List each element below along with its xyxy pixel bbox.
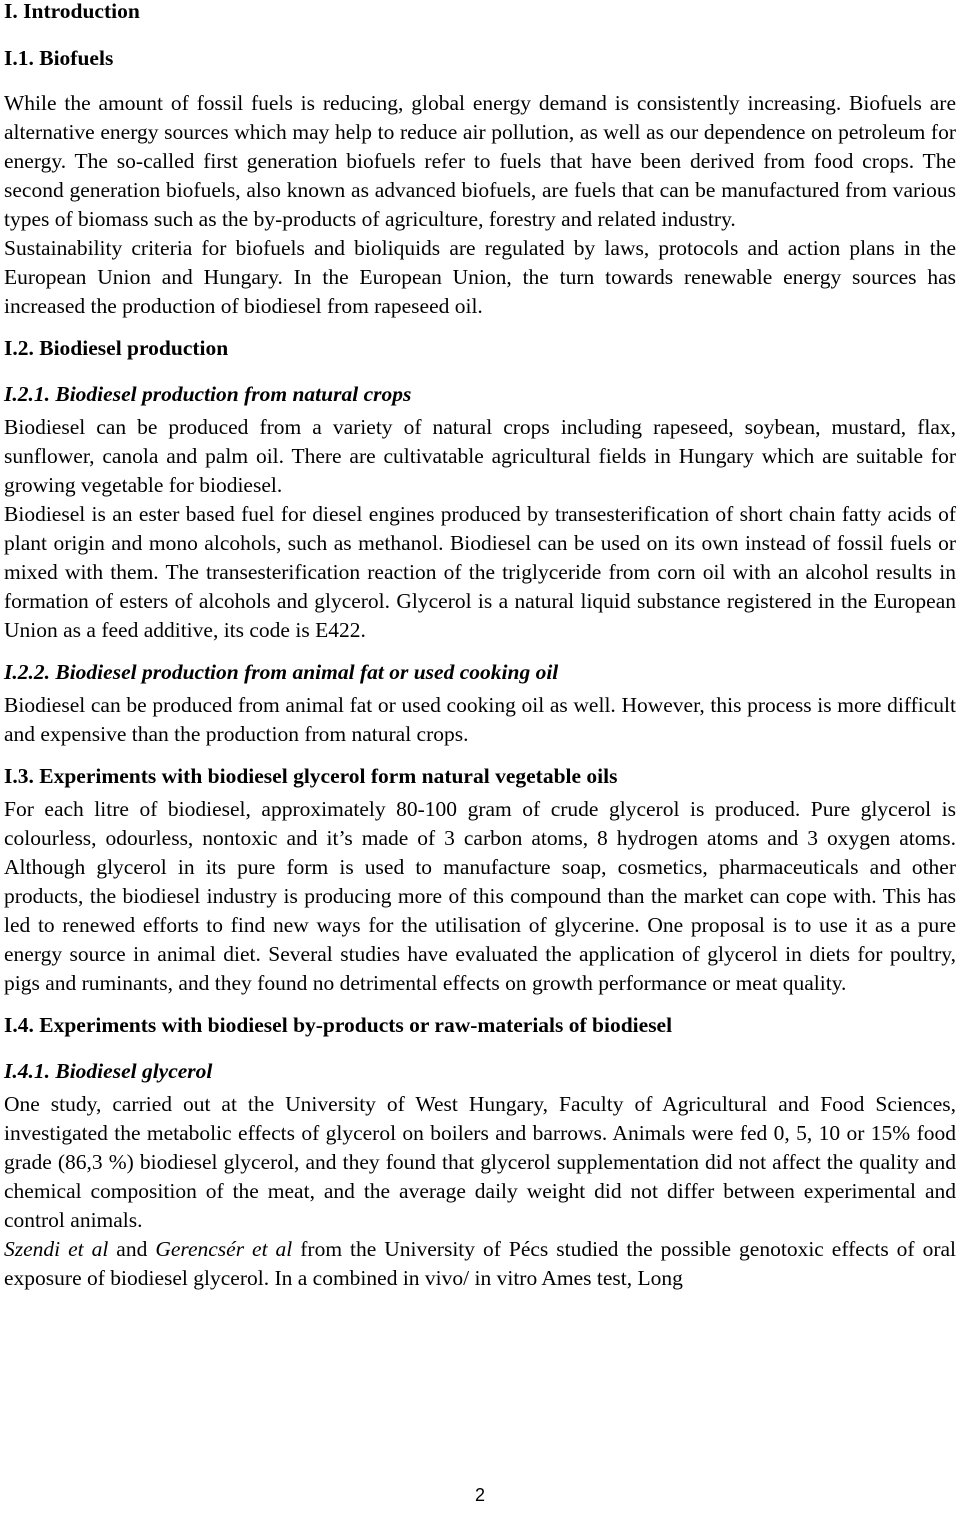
paragraph-natural-crops-2: Biodiesel is an ester based fuel for diesel engines produced by transesterification of short chain fatty acids of plant origin and mono alcohols, such as methanol. Biodiesel can be used on its own instead of fossil fuels or mixed with them. The transesterification reaction of the triglyceride from corn oil with an alcohol results in formation of esters of alcohols and glycerol. Glycerol is a natural liquid substance registered in the European Union as a feed additive, its code is E422. (4, 502, 956, 642)
heading-introduction: I. Introduction (4, 0, 140, 23)
paragraph-biofuels-2: Sustainability criteria for biofuels and bioliquids are regulated by laws, protocols and action plans in the European Union and Hungary. In the European Union, the turn towards renewable energy sources has increased the production of biodiesel from rapeseed oil. (4, 236, 956, 318)
document-page (4, 0, 956, 1293)
heading-byproducts: I.4. Experiments with biodiesel by-products or raw-materials of biodiesel (4, 1013, 673, 1037)
heading-natural-crops: I.2.1. Biodiesel production from natural crops (4, 382, 412, 406)
paragraph-natural-crops-1: Biodiesel can be produced from a variety of natural crops including rapeseed, soybean, mustard, flax, sunflower, canola and palm oil. There are cultivatable agricultural fields in Hungary which are suitable for growing vegetable for biodiesel. (4, 415, 956, 497)
citation-author-1: Szendi et al (4, 1237, 109, 1261)
heading-biodiesel-glycerol: I.4.1. Biodiesel glycerol (4, 1059, 213, 1083)
paragraph-glycerol-experiments: For each litre of biodiesel, approximately 80-100 gram of crude glycerol is produced. Pure glycerol is colourless, odourless, nontoxic and it’s made of 3 carbon atoms, 8 hydrogen atoms and 3 oxygen atoms. Although glycerol in its pure form is used to manufacture soap, cosmetics, pharmaceuticals and other products, the biodiesel industry is producing more of this compound than the market can cope with. This has led to renewed efforts to find new ways for the utilisation of glycerine. One proposal is to use it as a pure energy source in animal diet. Several studies have evaluated the application of glycerol in diets for poultry, pigs and ruminants, and they found no detrimental effects on growth performance or meat quality. (4, 797, 956, 995)
paragraph-biofuels-1: While the amount of fossil fuels is reducing, global energy demand is consistently increasing. Biofuels are alternative energy sources which may help to reduce air pollution, as well as our dependence on petroleum for energy. The so-called first generation biofuels refer to fuels that have been derived from food crops. The second generation biofuels, also known as advanced biofuels, are fuels that can be manufactured from various types of biomass such as the by-products of agriculture, forestry and related industry. (4, 91, 956, 231)
paragraph-continuation: from the University of Pécs studied the possible genotoxic effects of oral exposure of biodiesel glycerol. In a combined in vivo/ in vitro Ames test, Long (4, 1237, 956, 1290)
heading-glycerol-experiments: I.3. Experiments with biodiesel glycerol form natural vegetable oils (4, 764, 618, 788)
citation-conjunction: and (108, 1237, 156, 1261)
citation-author-2: Gerencsér et al (155, 1237, 293, 1261)
heading-animal-fat: I.2.2. Biodiesel production from animal fat or used cooking oil (4, 660, 559, 684)
paragraph-biodiesel-glycerol-1: One study, carried out at the University of West Hungary, Faculty of Agricultural and Food Sciences, investigated the metabolic effects of glycerol on boilers and barrows. Animals were fed 0, 5, 10 or 15% food grade (86,3 %) biodiesel glycerol, and they found that glycerol supplementation did not affect the quality and chemical composition of the meat, and the average daily weight did not differ between experimental and control animals. (4, 1092, 956, 1232)
heading-biodiesel-production: I.2. Biodiesel production (4, 336, 229, 360)
paragraph-biodiesel-glycerol-2 (4, 1235, 956, 1293)
page-number: 2 (474, 1485, 485, 1505)
heading-biofuels: I.1. Biofuels (4, 46, 114, 70)
paragraph-animal-fat: Biodiesel can be produced from animal fat or used cooking oil as well. However, this process is more difficult and expensive than the production from natural crops. (4, 693, 956, 746)
